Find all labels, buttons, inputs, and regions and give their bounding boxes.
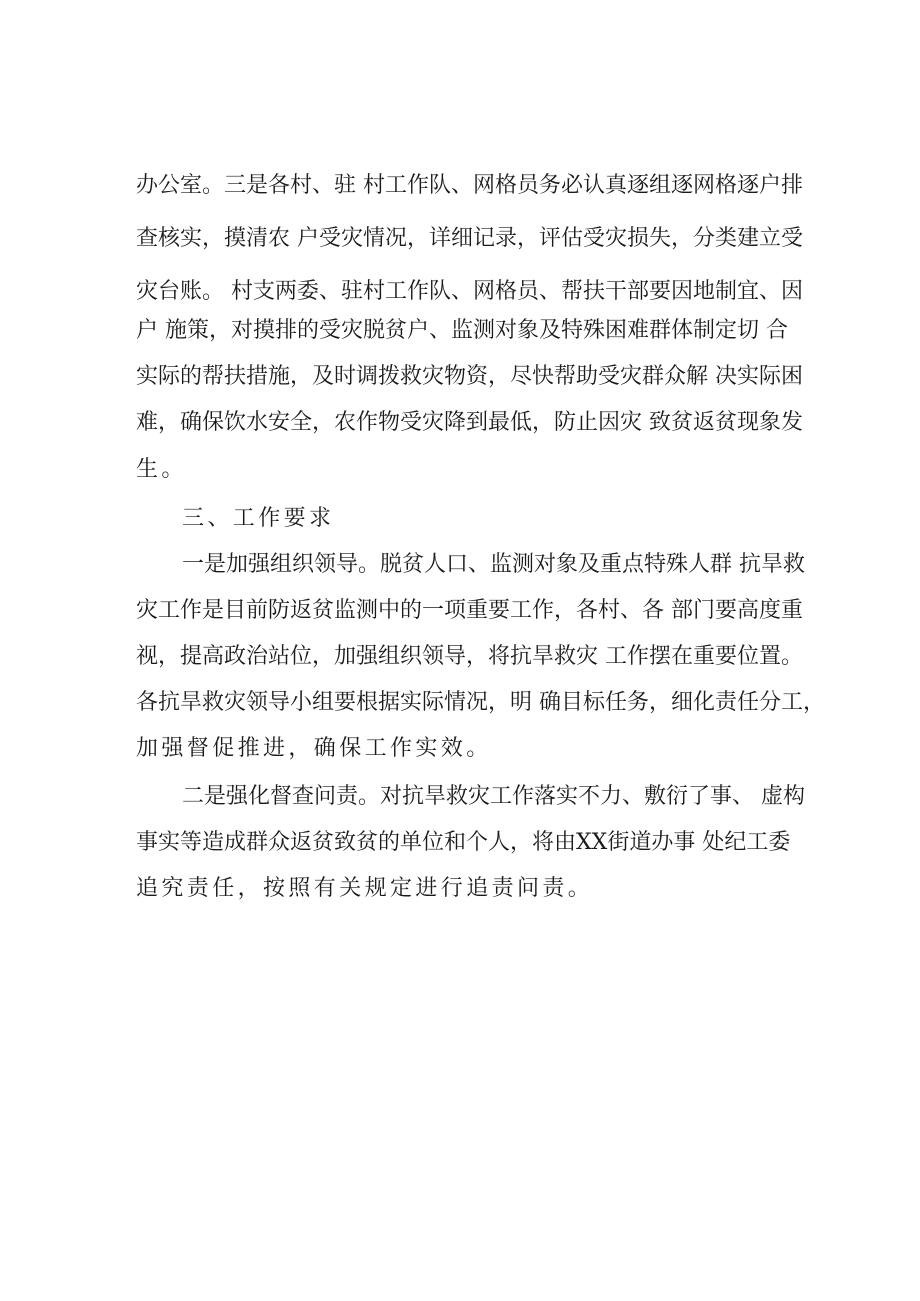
paragraph-1-line-7: 生。 [136, 457, 187, 482]
paragraph-1-line-3: 灾台账。 村支两委、驻村工作队、网格员、帮扶干部要因地制宜、因 [136, 279, 803, 304]
paragraph-3-line-3: 追究责任，按照有关规定进行追责问责。 [136, 876, 594, 901]
paragraph-2-line-5: 加强督促推进，确保工作实效。 [136, 736, 492, 761]
paragraph-2-line-2: 灾工作是目前防返贫监测中的一项重要工作，各村、各 部门要高度重 [136, 598, 803, 623]
section-heading: 三、工作要求 [182, 506, 335, 531]
paragraph-1-line-4: 户 施策，对摸排的受灾脱贫户、监测对象及特殊困难群体制定切 合 [136, 318, 788, 343]
paragraph-1-line-1: 办公室。三是各村、驻 村工作队、网格员务必认真逐组逐网格逐户排 [136, 173, 803, 198]
paragraph-1-line-2: 查核实，摸清农 户受灾情况，详细记录，评估受灾损失，分类建立受 [136, 226, 803, 251]
paragraph-3-line-2: 事实等造成群众返贫致贫的单位和个人，将由XX街道办事 处纪工委 [136, 830, 791, 855]
paragraph-3-line-1: 二是强化督查问责。对抗旱救灾工作落实不力、敷衍了事、 虚构 [182, 784, 805, 809]
paragraph-1-line-6: 难，确保饮水安全，农作物受灾降到最低，防止因灾 致贫返贫现象发 [136, 410, 803, 435]
paragraph-2-line-4: 各抗旱救灾领导小组要根据实际情况，明 确目标任务，细化责任分工， [136, 690, 825, 715]
paragraph-2-line-3: 视，提高政治站位，加强组织领导，将抗旱救灾 工作摆在重要位置。 [136, 644, 803, 669]
paragraph-2-line-1: 一是加强组织领导。脱贫人口、监测对象及重点特殊人群 抗旱救 [182, 552, 805, 577]
paragraph-1-line-5: 实际的帮扶措施，及时调拨救灾物资，尽快帮助受灾群众解 决实际困 [136, 364, 803, 389]
